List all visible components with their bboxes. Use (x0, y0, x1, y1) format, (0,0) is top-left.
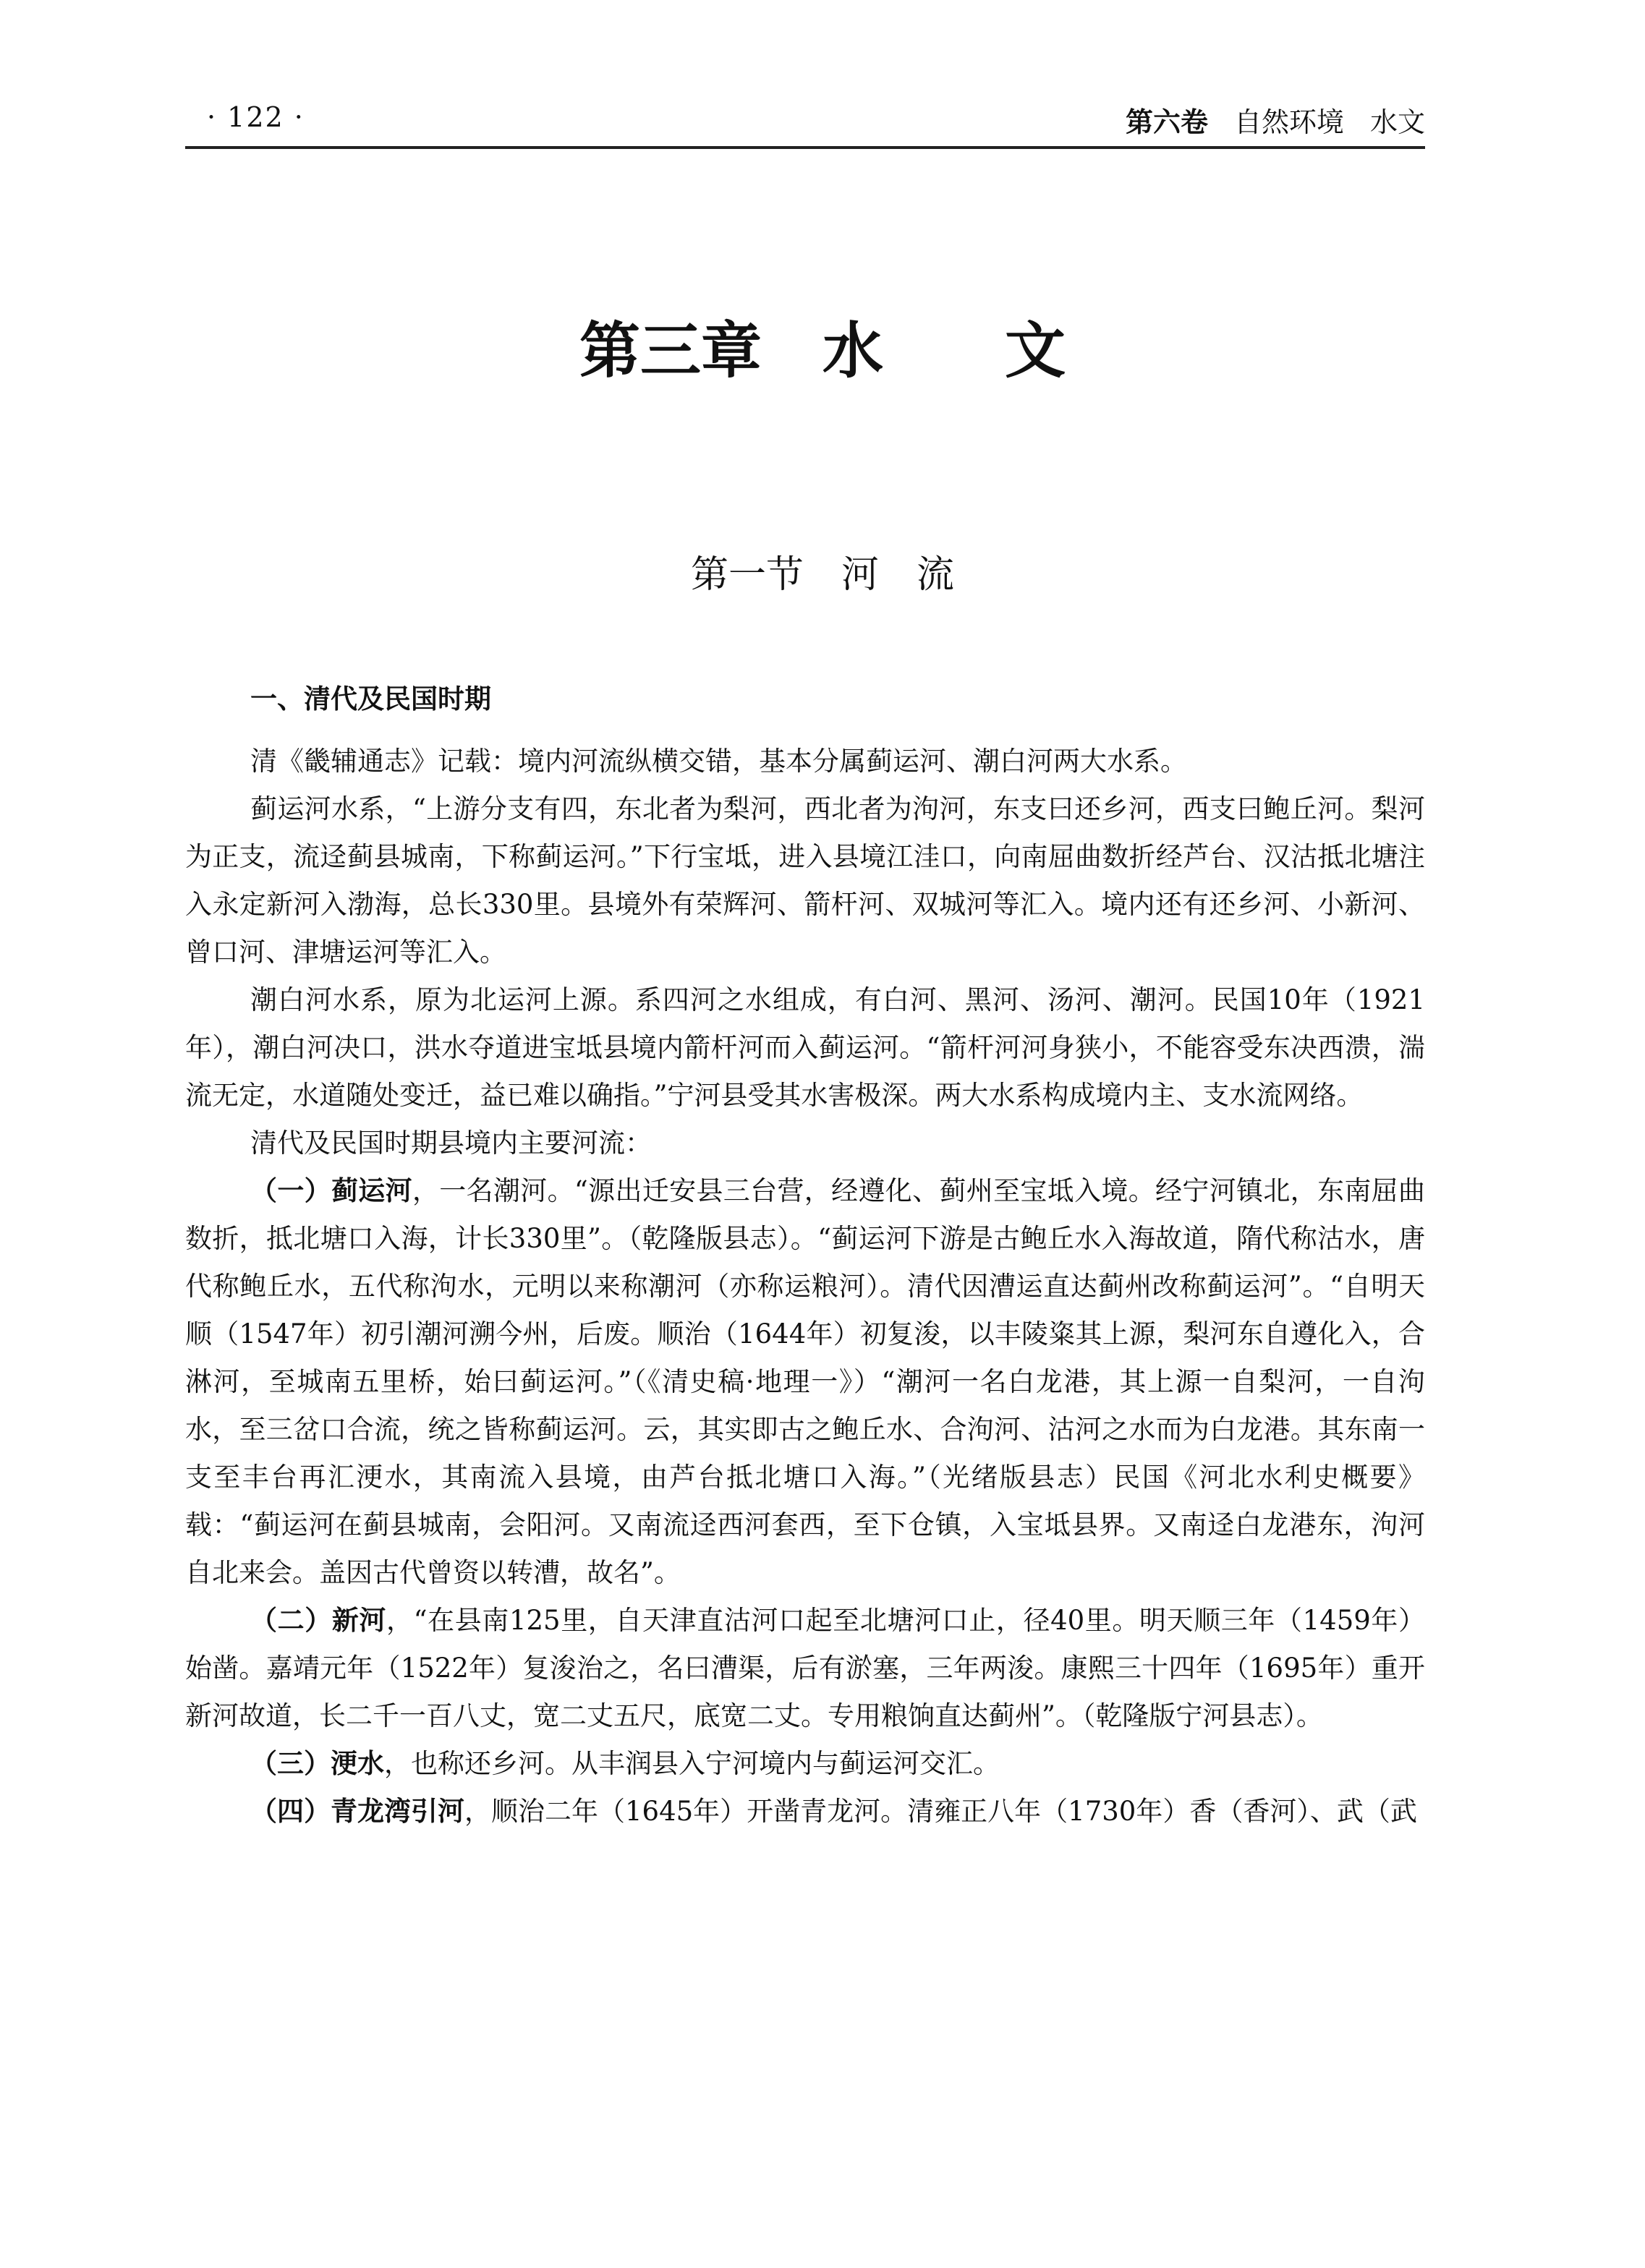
river-name: （二）新河 (250, 1605, 387, 1636)
river-entry (185, 1740, 1425, 1788)
paragraph-text: 潮白河水系，原为北运河上源。系四河之水组成，有白河、黑河、汤河、潮河。民国10年（1921年），潮白河决口，洪水夺道进宝坻县境内箭杆河而入蓟运河。“箭杆河河身狭小，不能容受东决西溃，湍流无定，水道随处变迁，益已难以确指。”宁河县受其水害极深。两大水系构成境内主、支水流网络。 (185, 984, 1425, 1111)
paragraph-text: ，顺治二年（1645年）开凿青龙河。清雍正八年（1730年）香（香河）、武（武 (464, 1796, 1417, 1827)
section-title: 第一节 河 流 (690, 553, 954, 597)
paragraph-text: ，也称还乡河。从丰润县入宁河境内与蓟运河交汇。 (384, 1748, 1000, 1779)
paragraph-text: 蓟运河水系，“上游分支有四，东北者为梨河，西北者为泃河，东支曰还乡河，西支曰鲍丘河。梨河为正支，流迳蓟县城南，下称蓟运河。”下行宝坻，进入县境江洼口，向南屈曲数折经芦台、汉沽抵北塘注入永定新河入渤海，总长330里。县境外有荣辉河、箭杆河、双城河等汇入。境内还有还乡河、小新河、曾口河、津塘运河等汇入。 (185, 793, 1425, 968)
chapter-title: 第三章 水 文 (579, 315, 1066, 386)
volume-label: 第六卷 (1125, 106, 1208, 138)
paragraph-text: 清代及民国时期县境内主要河流： (250, 1127, 652, 1159)
paragraph (185, 976, 1425, 1120)
page-header (185, 100, 1425, 146)
paragraph-text: ，“在县南125里，自天津直沽河口起至北塘河口止，径40里。明天顺三年（1459年）始凿。嘉靖元年（1522年）复浚治之，名曰漕渠，后有淤塞，三年两浚。康熙三十四年（1695年）重开新河故道，长二千一百八丈，宽二丈五尺，底宽二丈。专用粮饷直达蓟州”。（乾隆版宁河县志）。 (185, 1605, 1426, 1731)
page-number: · 122 · (207, 101, 305, 133)
river-entry (185, 1597, 1425, 1740)
running-head (1126, 100, 1425, 140)
river-name: （三）浭水 (250, 1748, 384, 1779)
topic-label: 水文 (1369, 106, 1425, 138)
paragraph-text: 清《畿辅通志》记载：境内河流纵横交错，基本分属蓟运河、潮白河两大水系。 (250, 746, 1187, 777)
paragraph (185, 1120, 1425, 1167)
paragraph-text: ，一名潮河。“源出迁安县三台营，经遵化、蓟州至宝坻入境。经宁河镇北，东南屈曲数折，抵北塘口入海，计长330里”。（乾隆版县志）。“蓟运河下游是古鲍丘水入海故道，隋代称沽水，唐代称鲍丘水，五代称泃水，元明以来称潮河（亦称运粮河）。清代因漕运直达蓟州改称蓟运河”。“自明天顺（1547年）初引潮河溯今州，后废。顺治（1644年）初复浚，以丰陵粢其上源，梨河东自遵化入，合淋河，至城南五里桥，始曰蓟运河。”（《清史稿·地理一》）“潮河一名白龙港，其上源一自梨河，一自泃水，至三岔口合流，统之皆称蓟运河。云，其实即古之鲍丘水、合泃河、沽河之水而为白龙港。其东南一支至丰台再汇浭水，其南流入县境，由芦台抵北塘口入海。”（光绪版县志）民国《河北水利史概要》载：“蓟运河在蓟县城南，会阳河。又南流迳西河套西，至下仓镇，入宝坻县界。又南迳白龙港东，泃河自北来会。盖因古代曾资以转漕，故名”。 (185, 1175, 1425, 1588)
subheading: 一、清代及民国时期 (250, 683, 491, 715)
river-entry (185, 1788, 1425, 1836)
body-text (185, 738, 1425, 1836)
river-name: （四）青龙湾引河 (250, 1796, 464, 1827)
header-rule (185, 146, 1425, 149)
paragraph (185, 738, 1425, 785)
river-entry (185, 1167, 1425, 1597)
paragraph (185, 785, 1425, 976)
category-label: 自然环境 (1233, 106, 1344, 138)
river-name: （一）蓟运河 (250, 1175, 412, 1206)
